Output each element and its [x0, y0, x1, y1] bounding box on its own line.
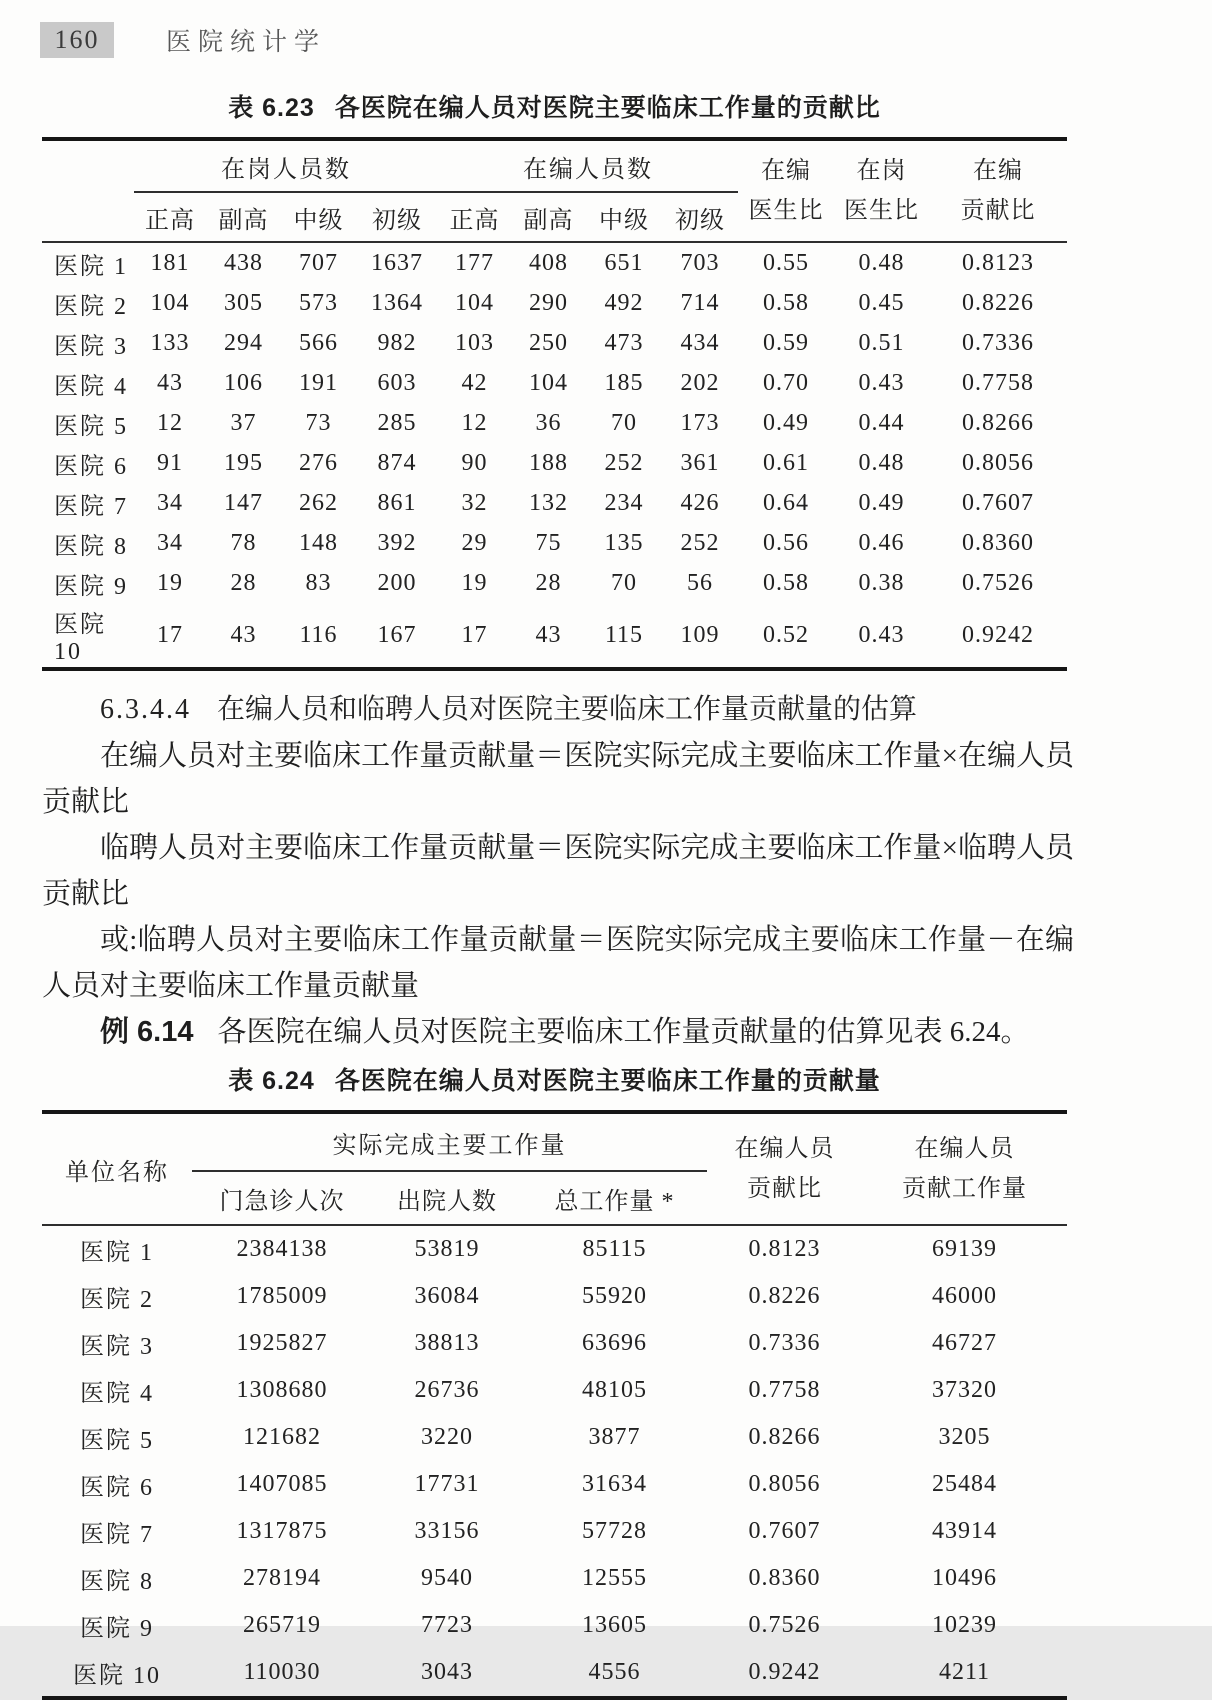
table-row [42, 1461, 1067, 1508]
table-cell: 1364 [371, 289, 423, 316]
table-cell: 361 [680, 449, 720, 476]
table-cell: 265719 [243, 1612, 321, 1638]
table-cell: 1308680 [236, 1377, 328, 1403]
row-label: 医院 7 [54, 493, 128, 520]
table-cell: 188 [529, 449, 568, 476]
table-cell: 294 [224, 329, 263, 356]
table-cell: 0.58 [763, 569, 809, 596]
empty-corner-cell [42, 139, 134, 242]
table-cell: 0.56 [763, 529, 809, 556]
row-label: 医院 8 [54, 533, 128, 560]
table-title-text: 各医院在编人员对医院主要临床工作量的贡献比 [334, 94, 881, 122]
table-cell: 110030 [243, 1659, 321, 1685]
section-heading-text: 在编人员和临聘人员对医院主要临床工作量贡献量的估算 [217, 694, 918, 725]
table-cell: 25484 [932, 1471, 997, 1497]
col-deputy-senior-2: 副高 [523, 207, 574, 234]
table-cell: 1637 [371, 249, 423, 276]
table-cell: 0.7526 [748, 1612, 821, 1638]
table-cell: 0.51 [858, 329, 905, 356]
table-cell: 36084 [414, 1283, 480, 1309]
table-cell: 34 [157, 529, 183, 556]
table-cell: 1407085 [236, 1471, 328, 1497]
table-cell: 29 [461, 529, 488, 556]
table-cell: 34 [157, 489, 183, 516]
table-cell: 91 [157, 449, 183, 476]
table-cell: 2384138 [236, 1236, 328, 1262]
book-title: 医院统计学 [166, 29, 327, 56]
table-cell: 12 [461, 409, 488, 436]
table-6-24-title [42, 1061, 1067, 1097]
table-cell: 0.9242 [748, 1659, 821, 1685]
table-cell: 43 [157, 369, 183, 396]
table-cell: 55920 [582, 1283, 647, 1309]
table-cell: 0.8266 [962, 409, 1034, 436]
table-cell: 573 [299, 289, 338, 316]
table-cell: 31634 [582, 1471, 647, 1497]
table-cell: 10496 [932, 1565, 997, 1591]
table-cell: 103 [455, 329, 494, 356]
table-cell: 0.46 [858, 529, 905, 556]
table-cell: 9540 [421, 1565, 473, 1591]
table-cell: 0.9242 [962, 621, 1034, 648]
table-cell: 0.44 [858, 409, 905, 436]
table-cell: 305 [224, 289, 263, 316]
table-cell: 0.7758 [962, 369, 1034, 396]
table-cell: 0.8056 [748, 1471, 821, 1497]
table-cell: 0.58 [763, 289, 809, 316]
table-cell: 33156 [414, 1518, 480, 1544]
table-cell: 4556 [588, 1659, 641, 1685]
table-cell: 0.43 [858, 621, 905, 648]
col-unit-name: 单位名称 [65, 1159, 169, 1186]
table-cell: 4211 [938, 1659, 991, 1685]
table-cell: 3043 [421, 1659, 473, 1685]
table-cell: 73 [305, 409, 332, 436]
table-cell: 17 [157, 621, 183, 648]
col-onstaff-contribution-workload [862, 1112, 1067, 1225]
table-cell: 651 [604, 249, 644, 276]
table-cell: 78 [230, 529, 257, 556]
table-row [42, 563, 1067, 603]
table-cell: 0.48 [858, 449, 905, 476]
table-cell: 0.8266 [748, 1424, 821, 1450]
header-line: 医生比 [748, 198, 824, 224]
table-cell: 26736 [414, 1377, 480, 1403]
table-cell: 252 [680, 529, 720, 556]
table-cell: 70 [611, 569, 637, 596]
table-cell: 191 [299, 369, 338, 396]
table-cell: 83 [305, 569, 332, 596]
col-group-on-post: 在岗人员数 [134, 139, 438, 192]
table-cell: 566 [299, 329, 338, 356]
table-cell: 147 [224, 489, 263, 516]
table-cell: 7723 [421, 1612, 473, 1638]
table-cell: 12555 [582, 1565, 647, 1591]
table-cell: 28 [230, 569, 257, 596]
row-label: 医院 6 [54, 453, 128, 480]
table-cell: 63696 [582, 1330, 647, 1356]
section-text [42, 687, 1074, 1055]
table-cell: 121682 [243, 1424, 321, 1450]
row-label: 医院 10 [54, 612, 106, 665]
table-cell: 0.38 [858, 569, 905, 596]
col-intermediate-1: 中级 [293, 207, 344, 234]
table-cell: 173 [680, 409, 720, 436]
table-6-24 [42, 1110, 1067, 1700]
row-label: 医院 6 [80, 1475, 154, 1501]
row-label: 医院 10 [73, 1663, 161, 1689]
table-cell: 262 [299, 489, 338, 516]
table-6-23 [42, 137, 1067, 671]
table-row [42, 323, 1067, 363]
header-line: 在编 [973, 158, 1023, 184]
row-label: 医院 7 [80, 1522, 154, 1548]
table-cell: 57728 [582, 1518, 647, 1544]
table-cell: 19 [461, 569, 488, 596]
table-cell: 36 [535, 409, 562, 436]
row-label: 医院 9 [54, 573, 128, 600]
table-cell: 46727 [932, 1330, 997, 1356]
table-row [42, 1649, 1067, 1698]
row-label: 医院 4 [54, 373, 128, 400]
table-cell: 0.8123 [748, 1236, 821, 1262]
table-title-text: 各医院在编人员对医院主要临床工作量的贡献量 [334, 1067, 881, 1095]
table-cell: 0.8226 [962, 289, 1034, 316]
table-6-24-header [42, 1112, 1067, 1225]
table-cell: 0.59 [763, 329, 809, 356]
table-cell: 0.8360 [962, 529, 1034, 556]
section-heading [42, 687, 1074, 733]
table-cell: 0.45 [858, 289, 905, 316]
table-cell: 278194 [243, 1565, 321, 1591]
table-cell: 115 [604, 621, 644, 648]
col-outpatient-visits: 门急诊人次 [219, 1188, 345, 1215]
table-cell: 56 [687, 569, 713, 596]
table-cell: 0.49 [858, 489, 905, 516]
table-row [42, 363, 1067, 403]
table-cell: 90 [461, 449, 488, 476]
table-row [42, 1367, 1067, 1414]
table-cell: 19 [157, 569, 183, 596]
table-cell: 603 [377, 369, 417, 396]
row-label: 医院 1 [54, 253, 128, 280]
table-row [42, 1555, 1067, 1602]
table-cell: 43 [230, 621, 257, 648]
col-discharges: 出院人数 [397, 1188, 497, 1215]
header-line: 在编人员 [914, 1136, 1015, 1162]
table-cell: 0.7336 [962, 329, 1034, 356]
table-cell: 1925827 [236, 1330, 328, 1356]
table-cell: 32 [461, 489, 488, 516]
table-cell: 0.55 [763, 249, 809, 276]
row-label: 医院 4 [80, 1381, 154, 1407]
formula-paragraph-1: 在编人员对主要临床工作量贡献量＝医院实际完成主要临床工作量×在编人员贡献比 [42, 740, 1074, 818]
table-cell: 0.52 [763, 621, 809, 648]
table-cell: 109 [680, 621, 720, 648]
table-cell: 46000 [932, 1283, 997, 1309]
table-cell: 0.7607 [748, 1518, 821, 1544]
col-onstaff-contribution-ratio [707, 1112, 862, 1225]
table-cell: 17731 [414, 1471, 480, 1497]
table-cell: 234 [604, 489, 644, 516]
table-cell: 135 [604, 529, 644, 556]
col-onpost-doctor-ratio [834, 139, 929, 242]
table-cell: 3205 [938, 1424, 991, 1450]
table-cell: 861 [377, 489, 417, 516]
table-cell: 53819 [414, 1236, 480, 1262]
table-cell: 148 [299, 529, 338, 556]
row-label: 医院 3 [54, 333, 128, 360]
table-cell: 200 [377, 569, 417, 596]
formula-paragraph-2: 临聘人员对主要临床工作量贡献量＝医院实际完成主要临床工作量×临聘人员贡献比 [42, 832, 1074, 910]
row-label: 医院 5 [80, 1428, 154, 1454]
table-cell: 133 [150, 329, 190, 356]
table-cell: 0.7526 [962, 569, 1034, 596]
table-cell: 707 [299, 249, 338, 276]
table-cell: 132 [529, 489, 568, 516]
table-cell: 85115 [582, 1236, 647, 1262]
table-cell: 492 [604, 289, 644, 316]
section-number: 6.3.4.4 [100, 694, 191, 725]
page-content [42, 88, 1074, 1700]
row-label: 医院 2 [80, 1287, 154, 1313]
table-cell: 185 [604, 369, 644, 396]
table-cell: 434 [680, 329, 720, 356]
col-group-on-staff: 在编人员数 [438, 139, 738, 192]
col-junior-2: 初级 [675, 207, 725, 234]
table-cell: 43914 [932, 1518, 997, 1544]
table-cell: 104 [529, 369, 568, 396]
table-cell: 0.7336 [748, 1330, 821, 1356]
table-cell: 714 [680, 289, 720, 316]
col-senior-1: 正高 [145, 207, 195, 234]
table-cell: 250 [529, 329, 568, 356]
table-cell: 426 [680, 489, 720, 516]
col-total-workload: 总工作量 * [554, 1188, 675, 1215]
table-cell: 290 [529, 289, 568, 316]
table-row [42, 483, 1067, 523]
table-cell: 106 [224, 369, 263, 396]
table-cell: 438 [224, 249, 263, 276]
table-row [42, 1273, 1067, 1320]
table-6-24-block [42, 1061, 1074, 1700]
table-cell: 408 [529, 249, 568, 276]
example-label: 例 6.14 [100, 1016, 194, 1048]
table-cell: 0.8123 [962, 249, 1034, 276]
table-cell: 0.43 [858, 369, 905, 396]
table-cell: 43 [535, 621, 562, 648]
col-group-actual-workload: 实际完成主要工作量 [192, 1112, 707, 1171]
col-junior-1: 初级 [372, 207, 422, 234]
table-row [42, 1320, 1067, 1367]
table-6-24-body [42, 1225, 1067, 1698]
col-intermediate-2: 中级 [599, 207, 649, 234]
table-cell: 167 [377, 621, 417, 648]
col-onstaff-contribution-ratio [929, 139, 1067, 242]
table-cell: 703 [680, 249, 720, 276]
table-cell: 1317875 [236, 1518, 328, 1544]
table-6-23-body [42, 242, 1067, 669]
header-line: 在编 [761, 158, 811, 184]
table-cell: 0.7758 [748, 1377, 821, 1403]
page-number: 160 [40, 22, 114, 58]
table-cell: 252 [604, 449, 644, 476]
header-line: 贡献比 [747, 1176, 822, 1202]
example-text: 各医院在编人员对医院主要临床工作量贡献量的估算见表 6.24。 [217, 1016, 1030, 1048]
table-cell: 70 [611, 409, 637, 436]
table-cell: 0.8056 [962, 449, 1034, 476]
table-cell: 42 [461, 369, 488, 396]
table-cell: 276 [299, 449, 338, 476]
table-cell: 28 [535, 569, 562, 596]
table-row [42, 603, 1067, 669]
table-row [42, 1508, 1067, 1555]
table-cell: 0.8226 [748, 1283, 821, 1309]
table-cell: 0.64 [763, 489, 809, 516]
table-cell: 874 [377, 449, 417, 476]
col-deputy-senior-1: 副高 [218, 207, 269, 234]
header-line: 贡献工作量 [902, 1176, 1027, 1202]
table-cell: 195 [224, 449, 263, 476]
table-row [42, 443, 1067, 483]
table-cell: 69139 [932, 1236, 997, 1262]
table-cell: 38813 [414, 1330, 480, 1356]
table-cell: 48105 [582, 1377, 647, 1403]
table-cell: 0.48 [858, 249, 905, 276]
table-6-23-title [42, 88, 1067, 124]
table-cell: 104 [455, 289, 494, 316]
table-cell: 37 [230, 409, 257, 436]
table-row [42, 1414, 1067, 1461]
table-cell: 177 [455, 249, 494, 276]
table-cell: 0.61 [763, 449, 809, 476]
row-label: 医院 8 [80, 1569, 154, 1595]
table-cell: 104 [150, 289, 190, 316]
table-cell: 473 [604, 329, 644, 356]
col-senior-2: 正高 [449, 207, 500, 234]
table-cell: 116 [299, 621, 338, 648]
table-label: 表 6.23 [228, 94, 315, 122]
table-cell: 1785009 [236, 1283, 328, 1309]
table-cell: 392 [377, 529, 417, 556]
header-line: 贡献比 [960, 198, 1036, 224]
row-label: 医院 1 [80, 1240, 154, 1266]
table-label: 表 6.24 [228, 1067, 315, 1095]
table-cell: 202 [680, 369, 720, 396]
table-cell: 3220 [421, 1424, 473, 1450]
table-cell: 10239 [932, 1612, 997, 1638]
table-cell: 0.70 [763, 369, 809, 396]
table-cell: 12 [157, 409, 183, 436]
table-row [42, 283, 1067, 323]
table-cell: 0.7607 [962, 489, 1034, 516]
header-line: 在岗 [856, 158, 907, 184]
table-cell: 75 [535, 529, 562, 556]
table-row [42, 242, 1067, 283]
table-cell: 181 [150, 249, 190, 276]
table-cell: 0.8360 [748, 1565, 821, 1591]
table-cell: 0.49 [763, 409, 809, 436]
row-label: 医院 9 [80, 1616, 154, 1642]
row-label: 医院 5 [54, 413, 128, 440]
table-cell: 37320 [932, 1377, 997, 1403]
row-label: 医院 2 [54, 293, 128, 320]
table-cell: 285 [377, 409, 417, 436]
table-row [42, 403, 1067, 443]
table-row [42, 1225, 1067, 1273]
formula-paragraph-3: 或:临聘人员对主要临床工作量贡献量＝医院实际完成主要临床工作量－在编人员对主要临床工作量贡献量 [42, 924, 1074, 1002]
header-line: 在编人员 [734, 1136, 835, 1162]
header-line: 医生比 [844, 198, 919, 224]
table-row [42, 523, 1067, 563]
table-cell: 13605 [582, 1612, 647, 1638]
table-cell: 982 [377, 329, 417, 356]
example-paragraph [42, 1009, 1074, 1055]
row-label: 医院 3 [80, 1334, 154, 1360]
table-cell: 17 [461, 621, 488, 648]
running-head [40, 22, 326, 58]
table-6-23-header [42, 139, 1067, 242]
table-cell: 3877 [588, 1424, 641, 1450]
table-row [42, 1602, 1067, 1649]
col-onstaff-doctor-ratio [738, 139, 834, 242]
